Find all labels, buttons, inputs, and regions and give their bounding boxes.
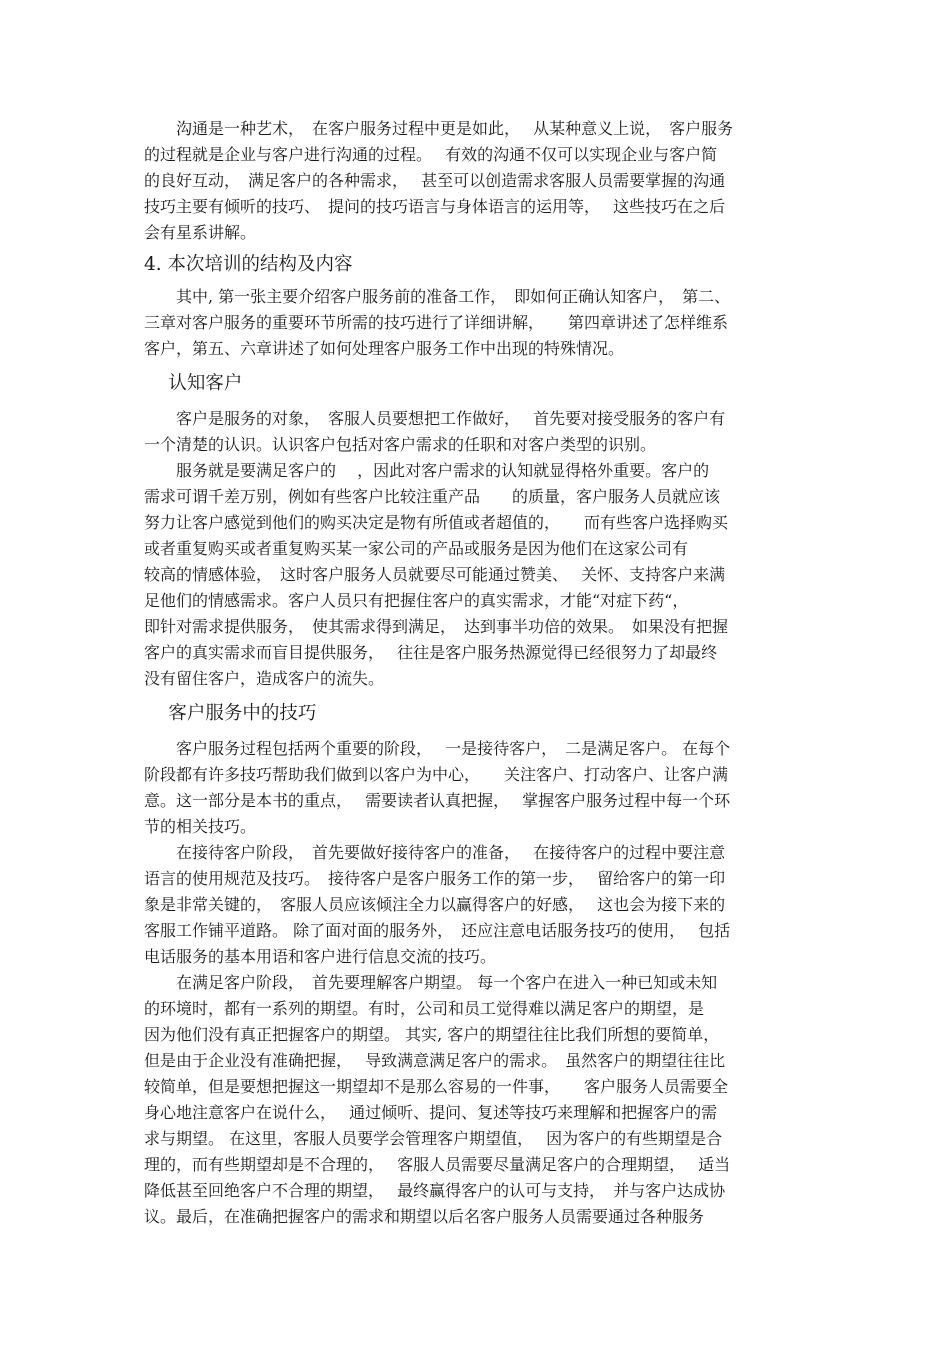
- text-line: 需求可谓千差万别，例如有些客户比较注重产品 的质量，客户服务人员就应该: [144, 487, 721, 506]
- text-line: 其中, 第一张主要介绍客户服务前的准备工作， 即如何正确认知客户， 第二、: [144, 287, 731, 306]
- text-line: 客户，第五、六章讲述了如何处理客户服务工作中出现的特殊情况。: [144, 339, 625, 358]
- text-line: 三章对客户服务的重要环节所需的技巧进行了详细讲解， 第四章讲述了怎样维系: [144, 313, 729, 332]
- text-line: 努力让客户感觉到他们的购买决定是物有所值或者超值的， 而有些客户选择购买: [144, 513, 729, 532]
- section-heading-know-customer: 认知客户: [144, 373, 243, 394]
- text-line: 沟通是一种艺术， 在客户服务过程中更是如此， 从某种意义上说， 客户服务: [144, 119, 734, 138]
- text-line: 的环境时，都有一系列的期望。有时，公司和员工觉得难以满足客户的期望，是: [144, 999, 705, 1018]
- section-know-customer: [144, 406, 809, 692]
- text-line: 降低甚至回绝客户不合理的期望， 最终赢得客户的认可与支持， 并与客户达成协: [144, 1181, 726, 1200]
- text-line: 议。最后，在准确把握客户的需求和期望以后名客户服务人员需要通过各种服务: [144, 1207, 705, 1226]
- text-line: 足他们的情感需求。客户人员只有把握住客户的真实需求，才能“对症下药“，: [144, 591, 689, 610]
- paragraph-communication: [144, 116, 809, 246]
- text-line: 的良好互动， 满足客户的各种需求， 甚至可以创造需求客服人员需要掌握的沟通: [144, 171, 726, 190]
- text-line: 客户的真实需求而盲目提供服务， 往往是客户服务热源觉得已经很努力了却最终: [144, 643, 718, 662]
- section-heading-training-structure: 4. 本次培训的结构及内容: [144, 254, 353, 275]
- text-line: 节的相关技巧。: [144, 817, 257, 836]
- text-line: 一个清楚的认识。认识客户包括对客户需求的任职和对客户类型的识别。: [144, 435, 657, 454]
- text-line: 电话服务的基本用语和客户进行信息交流的技巧。: [144, 947, 497, 966]
- paragraph-training-structure: [144, 284, 809, 362]
- text-line: 较简单，但是要想把握这一期望却不是那么容易的一件事， 客户服务人员需要全: [144, 1077, 729, 1096]
- text-line: 或者重复购买或者重复购买某一家公司的产品或服务是因为他们在这家公司有: [144, 539, 689, 558]
- text-line: 在接待客户阶段， 首先要做好接待客户的准备， 在接待客户的过程中要注意: [144, 843, 726, 862]
- document-body: [144, 116, 809, 1230]
- section-service-skills: [144, 736, 809, 1230]
- text-line: 求与期望。 在这里，客服人员要学会管理客户期望值， 因为客户的有些期望是合: [144, 1129, 723, 1148]
- text-line: 即针对需求提供服务， 使其需求得到满足， 达到事半功倍的效果。 如果没有把握: [144, 617, 729, 636]
- text-line: 因为他们没有真正把握客户的期望。 其实, 客户的期望往往比我们所想的要简单，: [144, 1025, 720, 1044]
- text-line: 较高的情感体验， 这时客户服务人员就要尽可能通过赞美、 关怀、支持客户来满: [144, 565, 726, 584]
- text-line: 没有留住客户，造成客户的流失。: [144, 669, 385, 688]
- text-line: 但是由于企业没有准确把握， 导致满意满足客户的需求。 虽然客户的期望往往比: [144, 1051, 726, 1070]
- text-line: 在满足客户阶段， 首先要理解客户期望。 每一个客户在进入一种已知或未知: [144, 973, 718, 992]
- text-line: 阶段都有许多技巧帮助我们做到以客户为中心， 关注客户、打动客户、让客户满: [144, 765, 729, 784]
- text-line: 服务就是要满足客户的 ，因此对客户需求的认知就显得格外重要。客户的: [144, 461, 710, 480]
- section-heading-service-skills: 客户服务中的技巧: [144, 703, 317, 724]
- text-line: 象是非常关键的， 客服人员应该倾注全力以赢得客户的好感， 这也会为接下来的: [144, 895, 726, 914]
- text-line: 客服工作铺平道路。 除了面对面的服务外， 还应注意电话服务技巧的使用， 包括: [144, 921, 731, 940]
- text-line: 语言的使用规范及技巧。 接待客户是客户服务工作的第一步， 留给客户的第一印: [144, 869, 726, 888]
- text-line: 会有星系讲解。: [144, 223, 257, 242]
- text-line: 身心地注意客户在说什么， 通过倾听、提问、复述等技巧来理解和把握客户的需: [144, 1103, 718, 1122]
- text-line: 客户服务过程包括两个重要的阶段， 一是接待客户， 二是满足客户。 在每个: [144, 739, 731, 758]
- text-line: 的过程就是企业与客户进行沟通的过程。 有效的沟通不仅可以实现企业与客户简: [144, 145, 718, 164]
- text-line: 意。这一部分是本书的重点， 需要读者认真把握， 掌握客户服务过程中每一个环: [144, 791, 731, 810]
- text-line: 理的，而有些期望却是不合理的， 客服人员需要尽量满足客户的合理期望， 适当: [144, 1155, 731, 1174]
- text-line: 客户是服务的对象， 客服人员要想把工作做好， 首先要对接受服务的客户有: [144, 409, 726, 428]
- text-line: 技巧主要有倾听的技巧、 提问的技巧语言与身体语言的运用等， 这些技巧在之后: [144, 197, 726, 216]
